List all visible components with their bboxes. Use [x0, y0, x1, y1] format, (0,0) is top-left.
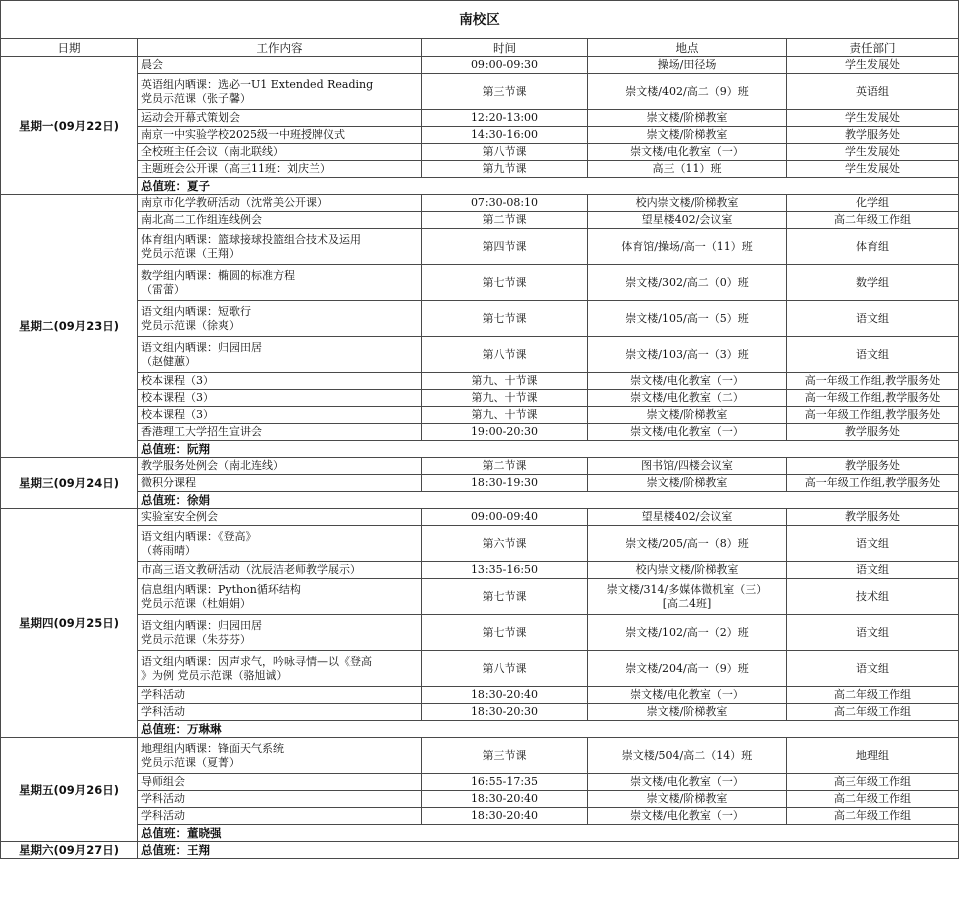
work-content	[138, 57, 422, 74]
place-cell	[588, 458, 787, 475]
work-content	[138, 562, 422, 579]
work-content-line: 南京市化学教研活动（沈常美公开课）	[141, 196, 328, 209]
work-content	[138, 390, 422, 407]
work-content-line: 党员示范课（徐爽）	[141, 318, 240, 332]
work-content	[138, 110, 422, 127]
place-cell	[588, 337, 787, 373]
schedule-row	[1, 301, 959, 337]
work-content-line: 语文组内晒课：短歌行	[141, 304, 251, 318]
work-content-line: 英语组内晒课：选必一U1 Extended Reading	[141, 77, 374, 91]
time-cell: 第八节课	[422, 337, 588, 373]
work-content	[138, 615, 422, 651]
work-content-line: （赵健蕙）	[141, 354, 196, 368]
time-cell: 第九、十节课	[422, 407, 588, 424]
work-content	[138, 458, 422, 475]
day-label: 星期三(09月24日)	[1, 458, 138, 509]
duty-row	[1, 178, 959, 195]
schedule-row	[1, 57, 959, 74]
work-content	[138, 229, 422, 265]
schedule-row	[1, 791, 959, 808]
work-content-line: 党员示范课（朱芬芬）	[141, 632, 251, 646]
dept-cell: 高一年级工作组,教学服务处	[787, 390, 959, 407]
duty-row	[1, 721, 959, 738]
place-cell	[588, 579, 787, 615]
dept-cell: 教学服务处	[787, 509, 959, 526]
day-label: 星期一(09月22日)	[1, 57, 138, 195]
schedule-row	[1, 774, 959, 791]
dept-cell: 语文组	[787, 337, 959, 373]
place-cell	[588, 562, 787, 579]
place-cell	[588, 738, 787, 774]
dept-cell: 高一年级工作组,教学服务处	[787, 407, 959, 424]
schedule-row	[1, 651, 959, 687]
place-line: 崇文楼/电化教室（二）	[630, 391, 744, 404]
work-content-line: 》为例 党员示范课（骆旭诚）	[141, 668, 288, 682]
place-line: 崇文楼/阶梯教室	[646, 476, 728, 489]
place-line: 崇文楼/阶梯教室	[646, 408, 728, 421]
place-line: 崇文楼/电化教室（一）	[630, 145, 744, 158]
day-label: 星期二(09月23日)	[1, 195, 138, 458]
place-line: 崇文楼/205/高一（8）班	[625, 536, 749, 550]
schedule-row	[1, 704, 959, 721]
dept-cell: 体育组	[787, 229, 959, 265]
dept-cell: 语文组	[787, 526, 959, 562]
place-cell	[588, 424, 787, 441]
schedule-row	[1, 738, 959, 774]
place-line: 崇文楼/204/高一（9）班	[625, 661, 749, 675]
place-cell	[588, 615, 787, 651]
time-cell: 18:30-20:40	[422, 808, 588, 825]
time-cell: 07:30-08:10	[422, 195, 588, 212]
work-content-line: 主题班会公开课（高三11班：刘庆兰）	[141, 162, 331, 175]
place-line: 崇文楼/阶梯教室	[646, 111, 728, 124]
work-content-line: 运动会开幕式策划会	[141, 111, 240, 124]
time-cell: 09:00-09:40	[422, 509, 588, 526]
work-content-line: 学科活动	[141, 705, 185, 718]
dept-cell: 教学服务处	[787, 458, 959, 475]
work-content	[138, 651, 422, 687]
schedule-row	[1, 195, 959, 212]
time-cell: 18:30-20:40	[422, 687, 588, 704]
header-place: 地点	[588, 39, 787, 57]
work-content-line: 语文组内晒课：归园田居	[141, 618, 262, 632]
time-cell: 第八节课	[422, 144, 588, 161]
schedule-row	[1, 407, 959, 424]
header-date: 日期	[1, 39, 138, 57]
header-row	[1, 39, 959, 57]
dept-cell: 地理组	[787, 738, 959, 774]
work-content	[138, 337, 422, 373]
work-content-line: 语文组内晒课：因声求气，吟咏寻情—以《登高	[141, 654, 372, 668]
place-cell	[588, 127, 787, 144]
place-line: 崇文楼/电化教室（一）	[630, 374, 744, 387]
time-cell: 第四节课	[422, 229, 588, 265]
time-cell: 第七节课	[422, 301, 588, 337]
time-cell: 第九节课	[422, 161, 588, 178]
place-line: 崇文楼/电化教室（一）	[630, 775, 744, 788]
work-content-line: 党员示范课（张子馨）	[141, 91, 251, 105]
place-cell	[588, 144, 787, 161]
work-content	[138, 127, 422, 144]
time-cell: 第六节课	[422, 526, 588, 562]
schedule-row	[1, 337, 959, 373]
work-content-line: 校本课程（3）	[141, 374, 214, 387]
place-line: 崇文楼/阶梯教室	[646, 792, 728, 805]
header-content: 工作内容	[138, 39, 422, 57]
work-content-line: 信息组内晒课：Python循环结构	[141, 582, 301, 596]
place-cell	[588, 687, 787, 704]
place-cell	[588, 212, 787, 229]
place-line: 图书馆/四楼会议室	[641, 459, 733, 472]
dept-cell: 高一年级工作组,教学服务处	[787, 475, 959, 492]
work-content-line: 党员示范课（夏菁）	[141, 755, 240, 769]
work-content-line: 校本课程（3）	[141, 408, 214, 421]
schedule-row	[1, 562, 959, 579]
schedule-row	[1, 687, 959, 704]
place-cell	[588, 110, 787, 127]
time-cell: 12:20-13:00	[422, 110, 588, 127]
schedule-row	[1, 526, 959, 562]
work-content-line: 教学服务处例会（南北连线）	[141, 459, 284, 472]
dept-cell: 高二年级工作组	[787, 808, 959, 825]
duty-officer: 总值班：王翔	[138, 842, 959, 859]
schedule-row	[1, 579, 959, 615]
dept-cell: 高二年级工作组	[787, 791, 959, 808]
schedule-row	[1, 74, 959, 110]
schedule-row	[1, 144, 959, 161]
work-content	[138, 475, 422, 492]
dept-cell: 高一年级工作组,教学服务处	[787, 373, 959, 390]
work-content-line: 学科活动	[141, 792, 185, 805]
place-line: 崇文楼/402/高二（9）班	[625, 84, 749, 98]
duty-row	[1, 492, 959, 509]
work-content	[138, 144, 422, 161]
work-content-line: 语文组内晒课：《登高》	[141, 529, 257, 543]
place-cell	[588, 526, 787, 562]
dept-cell: 英语组	[787, 74, 959, 110]
dept-cell: 语文组	[787, 562, 959, 579]
place-cell	[588, 704, 787, 721]
time-cell: 第七节课	[422, 615, 588, 651]
time-cell: 18:30-20:30	[422, 704, 588, 721]
place-line: 高三（11）班	[652, 162, 722, 175]
work-content-line: 地理组内晒课：锋面天气系统	[141, 741, 284, 755]
place-line: 崇文楼/阶梯教室	[646, 705, 728, 718]
place-line: 崇文楼/电化教室（一）	[630, 809, 744, 822]
place-cell	[588, 265, 787, 301]
place-cell	[588, 195, 787, 212]
work-content	[138, 212, 422, 229]
work-content	[138, 407, 422, 424]
time-cell: 第七节课	[422, 579, 588, 615]
time-cell: 16:55-17:35	[422, 774, 588, 791]
place-line: 校内崇文楼/阶梯教室	[635, 563, 739, 576]
place-cell	[588, 509, 787, 526]
work-content-line: 市高三语文教研活动（沈辰洁老师教学展示）	[141, 563, 361, 576]
duty-officer: 总值班：徐娟	[138, 492, 959, 509]
work-content-line: 南北高二工作组连线例会	[141, 213, 262, 226]
work-content-line: 晨会	[141, 58, 163, 71]
header-time: 时间	[422, 39, 588, 57]
place-cell	[588, 774, 787, 791]
time-cell: 第二节课	[422, 212, 588, 229]
place-cell	[588, 301, 787, 337]
schedule-row	[1, 161, 959, 178]
schedule-row	[1, 373, 959, 390]
work-content	[138, 704, 422, 721]
place-cell	[588, 74, 787, 110]
place-cell	[588, 407, 787, 424]
work-content-line: 实验室安全例会	[141, 510, 218, 523]
work-content-line: （蒋雨晴）	[141, 543, 196, 557]
schedule-row	[1, 127, 959, 144]
place-line: 崇文楼/314/多媒体微机室（三）	[606, 582, 768, 596]
work-content-line: 微积分课程	[141, 476, 196, 489]
place-line: 崇文楼/504/高二（14）班	[621, 748, 753, 762]
time-cell: 第二节课	[422, 458, 588, 475]
place-line: 崇文楼/电化教室（一）	[630, 425, 744, 438]
day-label: 星期六(09月27日)	[1, 842, 138, 859]
work-content-line: 学科活动	[141, 809, 185, 822]
day-label: 星期四(09月25日)	[1, 509, 138, 738]
dept-cell: 学生发展处	[787, 161, 959, 178]
work-content	[138, 161, 422, 178]
work-content-line: 数学组内晒课：椭圆的标准方程	[141, 268, 295, 282]
dept-cell: 教学服务处	[787, 127, 959, 144]
duty-row	[1, 825, 959, 842]
title-row	[1, 1, 959, 39]
dept-cell: 数学组	[787, 265, 959, 301]
work-content-line: 导师组会	[141, 775, 185, 788]
dept-cell: 化学组	[787, 195, 959, 212]
work-content	[138, 265, 422, 301]
dept-cell: 高三年级工作组	[787, 774, 959, 791]
duty-row	[1, 441, 959, 458]
work-content-line: 南京一中实验学校2025级一中班授牌仪式	[141, 128, 345, 141]
dept-cell: 学生发展处	[787, 57, 959, 74]
dept-cell: 高二年级工作组	[787, 212, 959, 229]
dept-cell: 学生发展处	[787, 110, 959, 127]
work-content-line: 党员示范课（王翔）	[141, 246, 240, 260]
time-cell: 09:00-09:30	[422, 57, 588, 74]
dept-cell: 学生发展处	[787, 144, 959, 161]
duty-row	[1, 842, 959, 859]
work-content	[138, 791, 422, 808]
place-line: 望星楼402/会议室	[641, 213, 733, 226]
work-content	[138, 373, 422, 390]
work-content-line: 学科活动	[141, 688, 185, 701]
place-line: 望星楼402/会议室	[641, 510, 733, 523]
time-cell: 第三节课	[422, 738, 588, 774]
schedule-row	[1, 458, 959, 475]
time-cell: 第三节课	[422, 74, 588, 110]
schedule-row	[1, 615, 959, 651]
place-line: 操场/田径场	[657, 58, 717, 71]
dept-cell: 语文组	[787, 651, 959, 687]
work-content-line: 校本课程（3）	[141, 391, 214, 404]
schedule-row	[1, 509, 959, 526]
schedule-row	[1, 390, 959, 407]
work-content-line: （雷蕾）	[141, 282, 185, 296]
day-label: 星期五(09月26日)	[1, 738, 138, 842]
place-cell	[588, 229, 787, 265]
place-line: 崇文楼/102/高一（2）班	[625, 625, 749, 639]
time-cell: 第九、十节课	[422, 373, 588, 390]
time-cell: 第九、十节课	[422, 390, 588, 407]
place-cell	[588, 373, 787, 390]
schedule-row	[1, 424, 959, 441]
duty-officer: 总值班：万琳琳	[138, 721, 959, 738]
place-cell	[588, 161, 787, 178]
work-content-line: 全校班主任会议（南北联线）	[141, 145, 284, 158]
work-content	[138, 526, 422, 562]
schedule-row	[1, 212, 959, 229]
time-cell: 第八节课	[422, 651, 588, 687]
dept-cell: 高二年级工作组	[787, 687, 959, 704]
work-content-line: 语文组内晒课：归园田居	[141, 340, 262, 354]
time-cell: 19:00-20:30	[422, 424, 588, 441]
work-content	[138, 195, 422, 212]
time-cell: 18:30-19:30	[422, 475, 588, 492]
schedule-row	[1, 808, 959, 825]
work-content	[138, 687, 422, 704]
schedule-row	[1, 110, 959, 127]
schedule-row	[1, 265, 959, 301]
place-line: 崇文楼/阶梯教室	[646, 128, 728, 141]
place-line: 崇文楼/电化教室（一）	[630, 688, 744, 701]
header-dept: 责任部门	[787, 39, 959, 57]
place-line: 体育馆/操场/高一（11）班	[621, 239, 753, 253]
place-cell	[588, 808, 787, 825]
duty-officer: 总值班：阮翔	[138, 441, 959, 458]
work-content-line: 体育组内晒课：篮球接球投篮组合技术及运用	[141, 232, 361, 246]
campus-title: 南校区	[1, 1, 959, 39]
work-content	[138, 301, 422, 337]
place-cell	[588, 390, 787, 407]
place-line: 崇文楼/103/高一（3）班	[625, 347, 749, 361]
work-content	[138, 774, 422, 791]
work-content	[138, 579, 422, 615]
work-content	[138, 738, 422, 774]
time-cell: 18:30-20:40	[422, 791, 588, 808]
place-line: 崇文楼/302/高二（0）班	[625, 275, 749, 289]
place-line: 校内崇文楼/阶梯教室	[635, 196, 739, 209]
dept-cell: 高二年级工作组	[787, 704, 959, 721]
place-cell	[588, 475, 787, 492]
dept-cell: 教学服务处	[787, 424, 959, 441]
duty-officer: 总值班：董晓强	[138, 825, 959, 842]
schedule-row	[1, 229, 959, 265]
work-content	[138, 808, 422, 825]
place-line: [高二4班]	[662, 596, 712, 610]
schedule-row	[1, 475, 959, 492]
work-content-line: 香港理工大学招生宣讲会	[141, 425, 262, 438]
dept-cell: 语文组	[787, 301, 959, 337]
place-cell	[588, 791, 787, 808]
place-cell	[588, 651, 787, 687]
place-cell	[588, 57, 787, 74]
work-content-line: 党员示范课（杜娟娟）	[141, 596, 251, 610]
place-line: 崇文楼/105/高一（5）班	[625, 311, 749, 325]
dept-cell: 技术组	[787, 579, 959, 615]
time-cell: 第七节课	[422, 265, 588, 301]
duty-officer: 总值班：夏子	[138, 178, 959, 195]
dept-cell: 语文组	[787, 615, 959, 651]
time-cell: 13:35-16:50	[422, 562, 588, 579]
work-content	[138, 424, 422, 441]
time-cell: 14:30-16:00	[422, 127, 588, 144]
work-content	[138, 509, 422, 526]
work-content	[138, 74, 422, 110]
